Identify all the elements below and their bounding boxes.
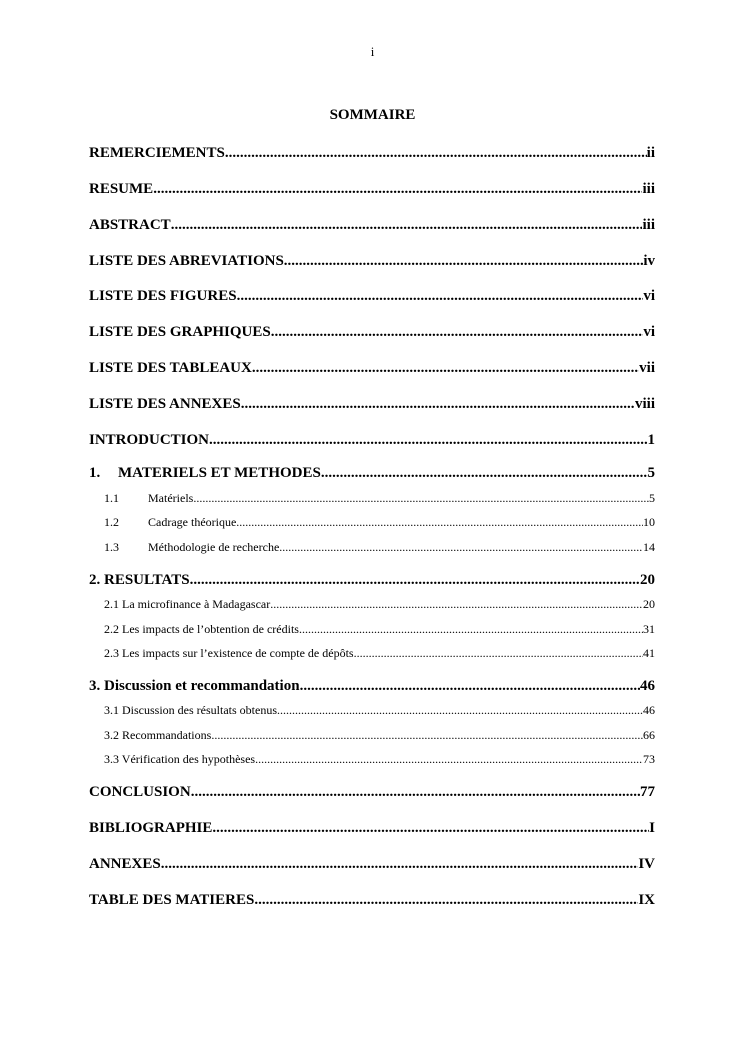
- toc-entry-number: 1.: [89, 465, 101, 481]
- toc-entry-page: viii: [634, 396, 655, 412]
- toc-entry-label: Cadrage théorique: [148, 515, 237, 529]
- toc-entry-figures[interactable]: [89, 287, 655, 305]
- toc-entry-resultats-1[interactable]: [104, 597, 655, 612]
- toc-entry-label: LISTE DES ABREVIATIONS: [89, 253, 284, 269]
- toc-entry-page: iv: [643, 253, 655, 269]
- dot-leader: [300, 677, 640, 695]
- toc-entry-resultats[interactable]: [89, 571, 655, 589]
- dot-leader: [252, 359, 639, 377]
- toc-entry-discussion[interactable]: [89, 677, 655, 695]
- toc-entry-introduction[interactable]: [89, 431, 655, 449]
- toc-entry-label: TABLE DES MATIERES: [89, 892, 255, 908]
- toc-entry-discussion-3[interactable]: [104, 752, 655, 767]
- toc-entry-page: 77: [640, 784, 655, 800]
- dot-leader: [161, 855, 639, 873]
- toc-entry-label: INTRODUCTION: [89, 432, 210, 448]
- toc-entry-number: 1.3: [104, 540, 119, 554]
- dot-leader: [321, 464, 648, 482]
- toc-entry-remerciements[interactable]: [89, 144, 655, 162]
- dot-leader: [284, 252, 644, 270]
- toc-entry-page: 73: [643, 752, 655, 766]
- dot-leader: [153, 180, 642, 198]
- toc-entry-label: Matériels: [148, 491, 194, 505]
- toc-entry-label: REMERCIEMENTS: [89, 145, 225, 161]
- toc-entry-page: 41: [643, 646, 655, 660]
- toc-entry-tableaux[interactable]: [89, 359, 655, 377]
- page-number: i: [370, 44, 375, 59]
- toc-entry-page: vii: [639, 360, 655, 376]
- toc-entry-materiels-3[interactable]: [104, 540, 655, 555]
- toc-entry-label: 2. RESULTATS: [89, 572, 190, 588]
- dot-leader: [236, 515, 643, 530]
- toc-entry-annexes[interactable]: [89, 855, 655, 873]
- dot-leader: [354, 646, 643, 661]
- toc-entry-label: RESUME: [89, 181, 154, 197]
- dot-leader: [255, 752, 643, 767]
- toc-entry-page: 14: [643, 540, 655, 554]
- toc-entry-label: MATERIELS ET METHODES: [118, 465, 321, 481]
- dot-leader: [254, 891, 638, 909]
- toc-entry-page: IX: [638, 892, 655, 908]
- toc-entry-label: 2.3 Les impacts sur l’existence de compte de dépôts: [104, 646, 354, 660]
- toc-entry-label: Méthodologie de recherche: [148, 540, 280, 554]
- dot-leader: [209, 431, 647, 449]
- dot-leader: [241, 395, 635, 413]
- toc-entry-resultats-3[interactable]: [104, 646, 655, 661]
- toc-entry-graphiques[interactable]: [89, 323, 655, 341]
- toc-entry-label: 2.2 Les impacts de l’obtention de crédits: [104, 622, 299, 636]
- toc-entry-page: 1: [647, 432, 655, 448]
- toc-entry-bibliographie[interactable]: [89, 819, 655, 837]
- toc-entry-page: iii: [642, 217, 655, 233]
- toc-entry-page: 66: [643, 728, 655, 742]
- toc-entry-number: 1.1: [104, 491, 119, 505]
- toc-entry-label: 3.1 Discussion des résultats obtenus: [104, 703, 277, 717]
- toc-entry-page: 20: [640, 572, 655, 588]
- toc-entry-page: 5: [649, 491, 655, 505]
- toc-entry-label: ABSTRACT: [89, 217, 171, 233]
- dot-leader: [299, 622, 643, 637]
- toc-entry-label: 3.3 Vérification des hypothèses: [104, 752, 256, 766]
- toc-entry-label: LISTE DES ANNEXES: [89, 396, 241, 412]
- dot-leader: [271, 323, 644, 341]
- dot-leader: [211, 728, 643, 743]
- toc-entry-number: 1.2: [104, 515, 119, 529]
- toc-entry-materiels-2[interactable]: [104, 515, 655, 530]
- dot-leader: [190, 571, 640, 589]
- toc-entry-page: 20: [643, 597, 655, 611]
- toc-entry-label: LISTE DES FIGURES: [89, 288, 237, 304]
- toc-entry-page: 46: [643, 703, 655, 717]
- dot-leader: [237, 287, 644, 305]
- toc-entry-page: vi: [643, 288, 655, 304]
- dot-leader: [279, 540, 643, 555]
- dot-leader: [277, 703, 643, 718]
- toc-entry-label: 3. Discussion et recommandation: [89, 678, 300, 694]
- dot-leader: [191, 783, 640, 801]
- toc-entry-materiels[interactable]: [89, 464, 655, 482]
- toc-entry-label: BIBLIOGRAPHIE: [89, 820, 213, 836]
- toc-entry-label: 3.2 Recommandations: [104, 728, 212, 742]
- toc-entry-page: iii: [642, 181, 655, 197]
- toc-entry-page: vi: [643, 324, 655, 340]
- dot-leader: [225, 144, 647, 162]
- toc-entry-page: 31: [643, 622, 655, 636]
- toc-entry-label: 2.1 La microfinance à Madagascar: [104, 597, 271, 611]
- toc-entry-discussion-2[interactable]: [104, 728, 655, 743]
- toc-entry-page: ii: [646, 145, 655, 161]
- dot-leader: [270, 597, 643, 612]
- toc-entry-page: IV: [638, 856, 655, 872]
- toc-entry-resume[interactable]: [89, 180, 655, 198]
- toc-entry-page: 5: [647, 465, 655, 481]
- toc-entry-page: I: [649, 820, 655, 836]
- toc-entry-label: ANNEXES: [89, 856, 161, 872]
- toc-entry-conclusion[interactable]: [89, 783, 655, 801]
- toc-entry-label: LISTE DES GRAPHIQUES: [89, 324, 271, 340]
- dot-leader: [212, 819, 649, 837]
- page-title: SOMMAIRE: [329, 107, 416, 123]
- toc-entry-label: CONCLUSION: [89, 784, 191, 800]
- toc-entry-materiels-1[interactable]: [104, 491, 655, 506]
- toc-entry-label: LISTE DES TABLEAUX: [89, 360, 252, 376]
- toc-entry-table-matieres[interactable]: [89, 891, 655, 909]
- toc-entry-page: 46: [640, 678, 655, 694]
- toc-entry-annexes-list[interactable]: [89, 395, 655, 413]
- dot-leader: [171, 216, 643, 234]
- toc-entry-resultats-2[interactable]: [104, 622, 655, 637]
- dot-leader: [193, 491, 649, 506]
- toc-entry-discussion-1[interactable]: [104, 703, 655, 718]
- toc-entry-abreviations[interactable]: [89, 252, 655, 270]
- toc-entry-page: 10: [643, 515, 655, 529]
- toc-entry-abstract[interactable]: [89, 216, 655, 234]
